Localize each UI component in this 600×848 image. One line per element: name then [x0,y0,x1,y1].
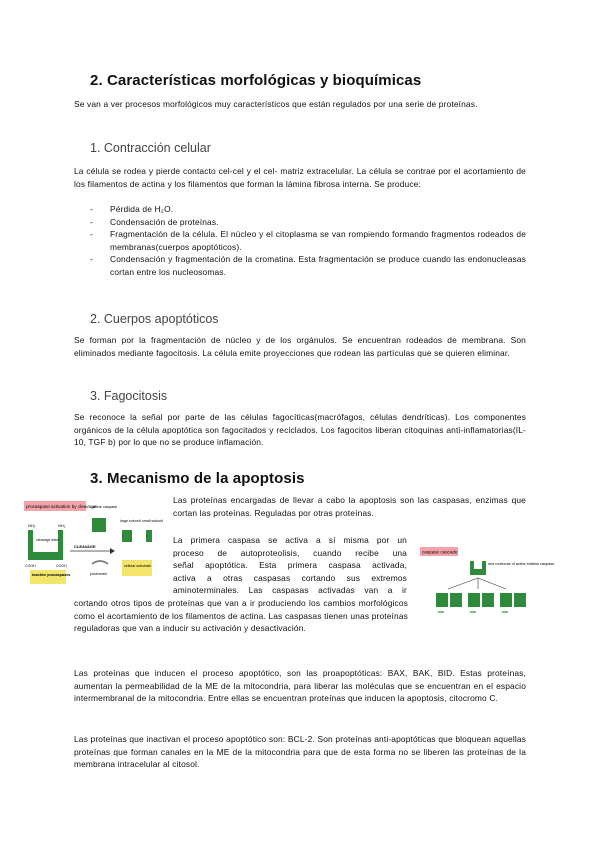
p2-line: activa a otras caspasas cortando sus extremos [173,572,407,583]
prodomain-shape [92,561,108,564]
initiator-label: one molecule of active initiator caspase [488,562,555,566]
executioner-caspases [436,593,526,607]
procaspase-right [58,530,63,560]
procaspase-left [28,530,33,560]
section-3-p4: Las proteínas que inactivan el proceso apoptótico son: BCL-2. Son proteínas anti-apoptóticas que bloquean aquellas proteínas que forman canales en la ME de la mitocondria para que de esta forma no se liberen las proteínas de la membrana intracelular al citosol. [74,734,526,770]
subsection-contraccion-body: La célula se rodea y pierde contacto cel-cel y el cel- matriz extracelular. La célula se contrae por el acortamiento de los filamentos de actina y los filamentos que forman la lámina fibrosa interna. Se produce: [74,166,526,189]
cleavage-arrow-head [110,548,115,554]
section-2-title: 2. Características morfológicas y bioquímicas [90,72,422,89]
subsection-contraccion-title: 1. Contracción celular [90,141,211,155]
p2-line: señal apoptótica. Esta primera caspasa activada, [173,560,407,571]
caspase-cascade-figure [418,545,555,620]
section-3-p2-wrapped [173,534,407,597]
subsection-cuerpos-body: Se forman por la fragmentación de núcleo y de los orgánulos. Se encuentran rodeados de membrana. Son eliminados mediante fagocitosis. La célula emite proyecciones que rodean las partículas que se quieren eliminar. [74,335,526,358]
list-item: - Pérdida de H₂O. [74,203,526,216]
nh2-left-label: NH₂ [28,523,36,528]
cleavage-sites-label: cleavage sites [36,538,59,542]
p2-line: proceso de autoproteolisis, cuando recibe una [173,547,407,558]
substrate-box [122,560,152,576]
section-3-title: 3. Mecanismo de la apoptosis [90,470,305,487]
contraccion-list [74,203,526,279]
subsection-cuerpos-title: 2. Cuerpos apoptóticos [90,312,219,326]
subsection-fagocitosis-title: 3. Fagocitosis [90,389,168,403]
small-subunit-label: small subunit [142,519,163,523]
subsection-fagocitosis-body: Se reconoce la señal por parte de las células fagocíticas(macrófagos, células dendríticas). Los componentes orgánicos de la célula apoptótica son fagocitados y reciclados. Los fagocitos liberan citoquinas anti-inflamatorias(IL-10, TGF b) por lo que no se produce inflamación. [74,412,526,448]
prodomain-label: prodomain [90,572,107,576]
p2-line: aminoterminales. Las caspasas activadas van a ir [173,585,407,596]
cleavage-label: CLEAVAGE [74,544,96,549]
section-2-intro: Se van a ver procesos morfológicos muy característicos que están regulados por una serie de proteínas. [74,99,478,109]
section-3-p3: Las proteínas que inducen el proceso apoptótico, son las proapoptóticas: BAX, BAK, BID. Estas proteínas, aumentan la permeabilidad de la ME de la mitocondria, para liberar las moléculas que se encuentran en el espacio intermembranal de la mitocondria. Entre ellas se encuentran proteínas que inducen la apoptosis, citocromo C. [74,668,526,704]
active-caspase-label: active caspase [92,505,118,509]
initiator-right [482,561,486,575]
active-caspase-shape [92,518,106,532]
figure-header-text: procaspase activation by cleavage [26,504,97,509]
cascade-header-text: caspase cascade [422,549,458,555]
arrow-right [478,578,506,589]
procaspase-activation-figure [22,500,172,590]
section-3-p2-rest: cortando otros tipos de proteínas que van a ir produciendo los cambios morfológicos como el acortamiento de los filamentos de actina. Las caspasas tienen unas proteínas reguladoras que van a inducir su activación y desactivación. [74,598,408,634]
list-item: - Condensación y fragmentación de la cromatina. Esta fragmentación se produce cuando las endonucleasas cortan entre los nucleosomas. [74,253,526,278]
inactive-label: inactive procaspases [32,573,71,577]
section-3-p1: Las proteínas encargadas de llevar a cabo la apoptosis son las caspasas, enzimas que cortan las proteínas. Reguladas por otras proteínas. [173,495,526,518]
cleaved-fragments [438,611,508,613]
arrow-left [448,578,478,589]
p2-line: La primera caspasa se activa a sí misma por un [173,535,407,545]
list-item: - Condensación de proteínas. [74,216,526,229]
list-item: - Fragmentación de la célula. El núcleo y el citoplasma se van rompiendo formando fragmentos rodeados de membranas(cuerpos apoptóticos). [74,228,526,253]
small-subunit-shape [146,530,152,542]
procaspase-base [33,552,58,560]
large-subunit-shape [122,530,132,542]
nh2-right-label: NH₂ [58,523,66,528]
cellular-substrate-label: cellular substrate [124,564,152,568]
initiator-base [474,569,482,575]
initiator-left [470,561,474,575]
cooh-left-label: COOH [25,564,36,568]
large-subunit-label: large subunit [120,519,141,523]
cooh-right-label: COOH [56,564,67,568]
